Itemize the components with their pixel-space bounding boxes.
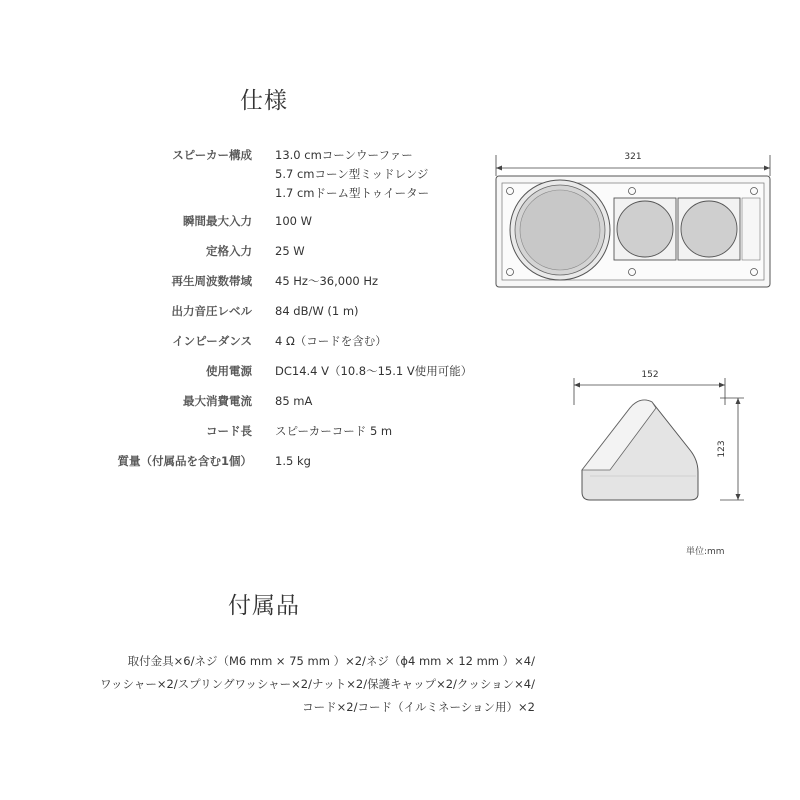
spec-values [275, 452, 311, 471]
spec-value: 4 Ω（コードを含む） [275, 334, 387, 348]
spec-label: 使用電源 [206, 364, 252, 378]
spec-label: 定格入力 [206, 244, 252, 258]
accessories-list [0, 650, 535, 719]
spec-label: 最大消費電流 [183, 394, 252, 408]
accessories-line: ワッシャー×2/スプリングワッシャー×2/ナット×2/保護キャップ×2/クッション×4/ [100, 677, 535, 691]
spec-value: スピーカーコード 5 m [275, 424, 393, 438]
spec-value: DC14.4 V（10.8～15.1 V使用可能） [275, 364, 473, 378]
spec-values [275, 146, 429, 203]
specs-heading: 仕様 [240, 88, 288, 114]
spec-value: 13.0 cmコーンウーファー [275, 148, 413, 162]
spec-value: 85 mA [275, 394, 313, 408]
side-width-label: 152 [641, 370, 659, 380]
accessories-line: コード×2/コード（イルミネーション用）×2 [302, 700, 535, 714]
spec-value: 5.7 cmコーン型ミッドレンジ [275, 167, 429, 181]
accessories-heading: 付属品 [228, 593, 300, 619]
spec-label: 質量（付属品を含む1個） [117, 454, 252, 468]
spec-row-rated-input [0, 242, 480, 262]
spec-value: 100 W [275, 214, 312, 228]
unit-note: 単位:mm [686, 547, 725, 557]
spec-row-impedance [0, 332, 480, 352]
speaker-front-diagram [490, 140, 780, 300]
front-width-label: 321 [624, 152, 642, 162]
spec-values [275, 332, 387, 351]
spec-value: 45 Hz～36,000 Hz [275, 274, 379, 288]
spec-value: 1.5 kg [275, 454, 311, 468]
spec-values [275, 212, 312, 231]
spec-values [275, 422, 392, 441]
spec-values [275, 272, 378, 291]
spec-row-speaker-config [0, 146, 480, 200]
spec-value: 84 dB/W (1 m) [275, 304, 359, 318]
speaker-side-diagram [560, 360, 760, 520]
spec-row-mass [0, 452, 480, 472]
spec-values [275, 242, 305, 261]
spec-label: 再生周波数帯域 [171, 274, 252, 288]
spec-row-spl [0, 302, 480, 322]
spec-label: インピーダンス [172, 334, 252, 348]
spec-row-cord-length [0, 422, 480, 442]
spec-values [275, 362, 472, 381]
spec-label: 出力音圧レベル [171, 304, 252, 318]
spec-label: 瞬間最大入力 [183, 214, 252, 228]
spec-value: 25 W [275, 244, 305, 258]
spec-row-peak-input [0, 212, 480, 232]
spec-label: コード長 [206, 424, 252, 438]
spec-values [275, 392, 312, 411]
spec-value: 1.7 cmドーム型トゥイーター [275, 186, 430, 200]
spec-row-max-current [0, 392, 480, 412]
spec-label: スピーカー構成 [172, 148, 252, 162]
accessories-line: 取付金具×6/ネジ（M6 mm × 75 mm ）×2/ネジ（ϕ4 mm × 12 mm ）×4/ [127, 654, 535, 668]
spec-values [275, 302, 359, 321]
side-height-label: 123 [717, 440, 727, 458]
spec-row-power-supply [0, 362, 480, 382]
spec-row-frequency [0, 272, 480, 292]
